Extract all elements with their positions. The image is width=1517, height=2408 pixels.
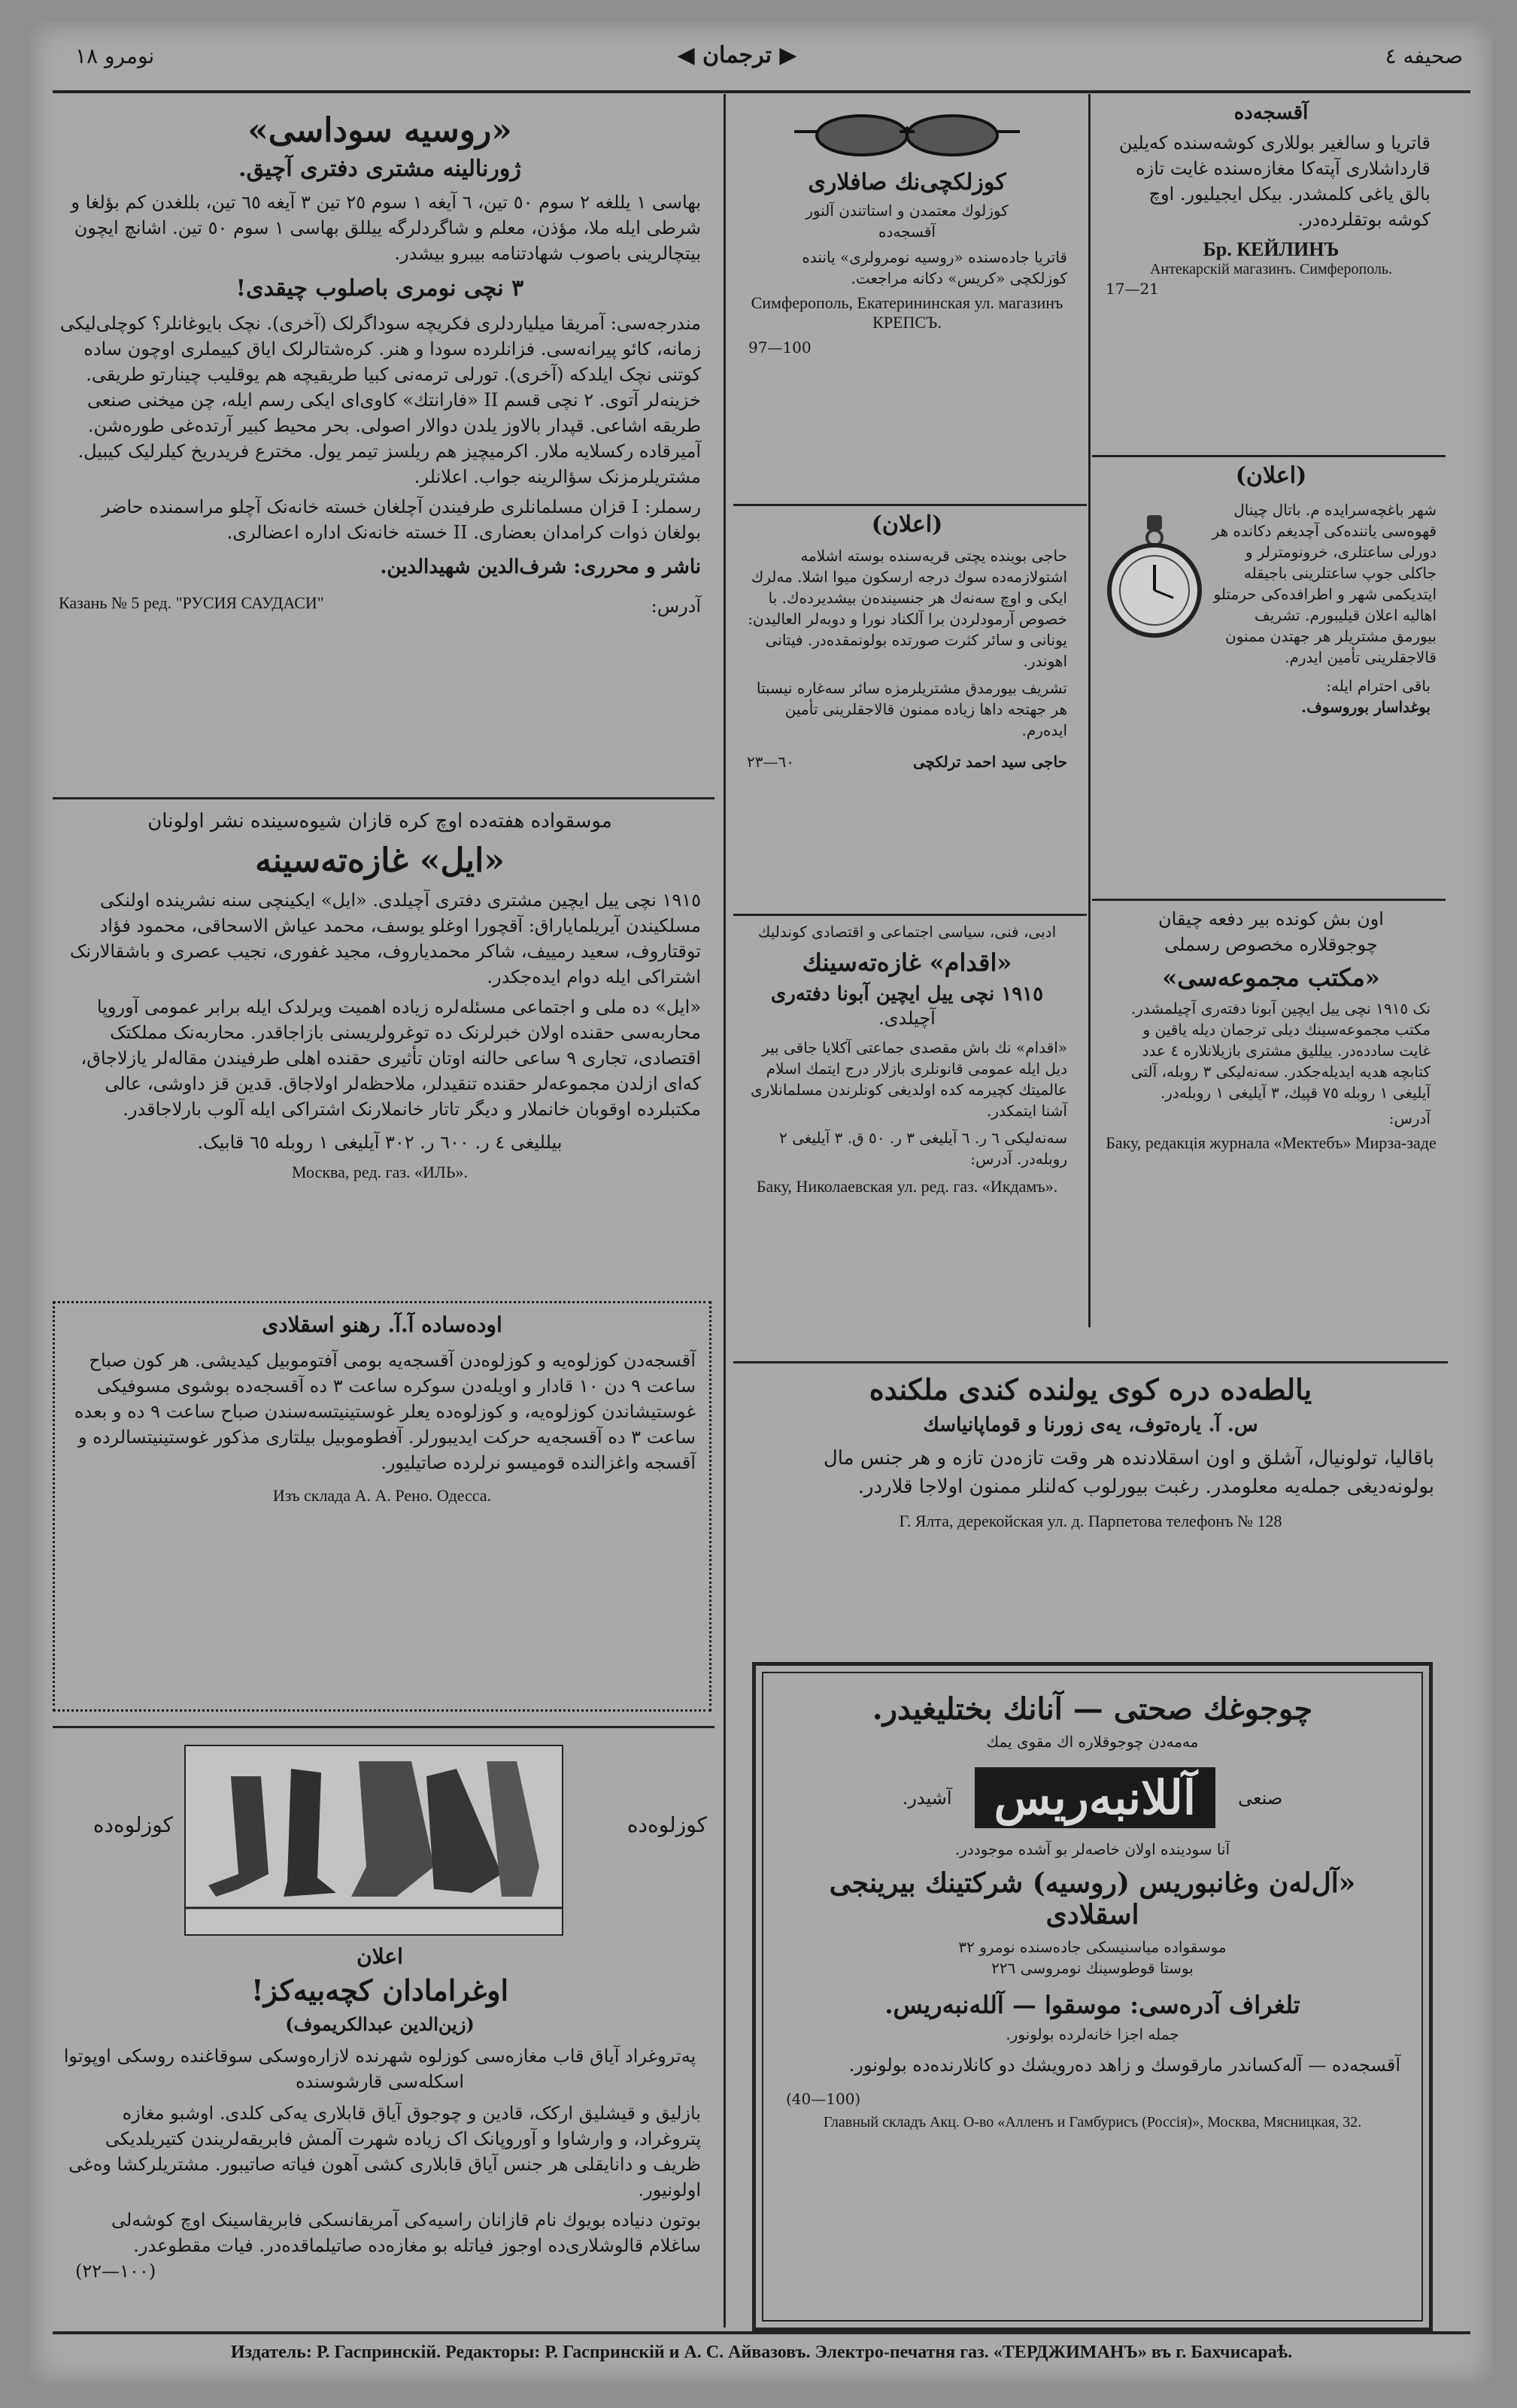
- spectacles-address: Симферополь, Екатерининская ул. магазинъ КРЕПСЪ.: [751, 293, 1063, 332]
- kozleve-name: (زین‌الدین عبدالکریموف): [285, 2013, 475, 2035]
- allenburys-product-left: آشیدر.: [902, 1787, 952, 1809]
- shoes-illustration: [184, 1745, 563, 1936]
- keilin-ad: [1098, 102, 1444, 299]
- il-intro: موسقواده هفته‌ده اوچ کره قازان شیوه‌سینده نشر اولونان: [147, 810, 612, 832]
- iqdam-opened: آچیلدی.: [878, 1008, 936, 1029]
- automobile-footer: Изъ склада А. А. Рено. Одесса.: [272, 1486, 492, 1505]
- mektep-address: Баку, редакція журнала «Мектебъ» Мирза-заде: [1106, 1133, 1437, 1152]
- kozleve-location: په‌تروغراد آیاق قاب مغازه‌سی کوزلوه شهرنده لازاره‌وسکی سوقاغنده روسکی اوپوتوا اسکله‌سی قارشوسنده: [63, 2046, 696, 2092]
- newspaper-page: [30, 23, 1493, 2384]
- russia-sudasi-address: Казань № 5 ред. "РУСИЯ САУДАСИ": [59, 593, 324, 612]
- masthead-title: ◀ ترجمان ▶: [677, 42, 797, 68]
- haji-elan-ad: [733, 511, 1081, 772]
- watch-elan-label: (اعلان): [1235, 462, 1307, 489]
- automobile-body: آقسجه‌دن کوزلوه‌یه و کوزلوه‌دن آقسجه‌یه بومی آفتوموبیل کیدیشی. هر کون صباح ساعت ٩ دن ١٠ قادار و اویله‌دن سوکره ساعت ٣ ده آقسجه‌ده بوشوی مسوفیکی غوستیشاندن کوزلوه‌یه، و کوزلوه‌ده یعلر غوستینیتسه‌سندن صباح ساعت ٩ ده و بعده ساعت ٣ ده آقسجه‌یه حرکت ایدیبورلر. آفطوموبیل بیلتاری مذکور غوستینیتسالرده و آقسجه واغزالنده قومیسو نرلرده صاتیلیور.: [74, 1350, 696, 1473]
- iqdam-ad: [733, 921, 1081, 1196]
- spectacles-subtitle: کوزلوك معتمدن و استاتندن آلنور: [806, 202, 1009, 220]
- footer-imprint: Издатель: Р. Гаспринскій. Редакторы: Р. Гаспринскій и А. С. Айвазовъ. Электро-печатня газ. «ТЕРДЖИМАНЪ» въ г. Бахчисараѣ.: [230, 2343, 1293, 2362]
- yalta-body: باقالیا، تولونیال، آشلق و اون اسقلادنده هر وقت تازه‌دن تازه و هر جنس مال بولونه‌دیغی جمله‌یه معلومدر. رغبت بیورلوب که‌لنلر ممنون اولاجا قلاردر.: [823, 1447, 1434, 1498]
- il-gazette-ad: [45, 808, 715, 1182]
- russia-sudasi-pictures: رسملر: I قزان مسلمانلری طرفیندن آچلغان خسته خانه‌نک آچلو مراسمنده حاضر بولغان ذوات کرامدان بعضاری. II خسته خانه‌نک اداره اعضالری.: [101, 496, 701, 543]
- kozleve-side-right: کوزلوه‌ده: [627, 1812, 707, 1837]
- automobile-title: اوده‌ساده آ.آ. رهنو اسقلادی: [262, 1312, 502, 1337]
- iqdam-price: سه‌نه‌لیکی ٦ ر. ٦ آیلیغی ٣ ر. ٥٠ ق. ٣ آیلیغی ٢ روبله‌در. آدرس:: [779, 1129, 1067, 1168]
- il-title: «ایل» غازه‌ته‌سینه: [255, 842, 505, 880]
- rule-right-1: [1092, 455, 1446, 457]
- rule-1: [53, 797, 715, 799]
- mektep-body: نک ١٩١٥ نچی ییل ایچین آبونا دفته‌ری آچیلمشدر. مکتب مجموعه‌سینك دیلی ترجمان دیله یاقین و غایت سادده‌در. ییللیق مشتری بازیلانلاره ٤ عدد کتابچه هدیه ایدیله‌جکدر. سه‌نه‌لیکی ٣ روبله، آلتی آیلیغی ١ روبله ٧٥ قپیك، ٣ آیلیغی ١ روبله‌در.: [1130, 999, 1431, 1102]
- allenburys-postbox: بوستا قوطوسینك نومروسی ٢٢٦: [991, 1959, 1194, 1977]
- il-body2: «ایل» ده ملی و اجتماعی مسئله‌لره زیاده اهمیت ویرلدک ایله برابر عمومی آوروپا محاربه‌سی حقنده اولان خبرلرنک ده توغرولریسنی بازاجاقدر. محاربه‌نک مملکتک اقتصادی، تجاری ٩ ساعی حالنه‌ اوتان تأثیری حقنده اهلی طرفیندن مقاله‌لر یازلاجاق، که‌ای ازلدن مجموعه‌لر حقنده تنقیدلر، ملاحظه‌لر اولاجاق. قدین قز داوشی، عالی مکتبلرده اوقوبان خانملار و دیگر تاتار خانملارنک اشتراکی ایله آلوب بارلاجاقدر.: [80, 996, 701, 1120]
- haji-elan-label: (اعلان): [871, 511, 943, 538]
- russia-sudasi-publisher: ناشر و محرری: شرف‌الدین شهیدالدین.: [380, 556, 701, 578]
- page-number: صحیفه ٤: [1385, 44, 1463, 68]
- kozleve-headline: اوغرامادان کچه‌بیه‌کز!: [251, 1973, 508, 2007]
- keilin-address: Антекарскій магазинъ. Симферополь.: [1149, 261, 1393, 277]
- header-rule: [53, 90, 1470, 93]
- haji-elan-code: ٦٠—٢٣: [747, 753, 794, 771]
- kozleve-code: (١٠٠—٢٢): [75, 2261, 156, 2282]
- allenburys-company: «آل‌له‌ن وغانبوریس (روسیه) شرکتینك بیرینجی اسقلادی: [829, 1867, 1356, 1930]
- allenburys-headline: چوجوغك صحتی — آنانك بختلیغیدر.: [872, 1691, 1313, 1727]
- il-price: بیللیغی ٤ ر. ٦٠٠ ر. ٣٠٢ آیلیغی ١ روبله ٦٥ قابیک.: [197, 1132, 563, 1153]
- iqdam-year: ١٩١٥ نچی ییل ایچین آبونا دفته‌ری: [770, 983, 1044, 1005]
- allenburys-product-right: صنعی: [1238, 1787, 1283, 1809]
- spectacles-body: قاتریا جاده‌سنده «روسیه نومرولری» یاننده کوزلکچی «کریس» دکانه مراجعت.: [802, 248, 1067, 287]
- kozleve-body2: بوتون دنیاده بویوك نام قازانان راسیه‌کی آمریقانسکی فابریقاسینک اوچ کوشه‌لی ساغلام قالوشلاری‌ده اوجوز فیاتله بو مغازه‌ده صاتیلماقده‌در. فیات مقطوعدر.: [111, 2209, 701, 2256]
- column-rule-main: [724, 94, 726, 2328]
- kozleve-side-left: کوزلوه‌ده: [93, 1812, 173, 1837]
- watch-elan-closing: باقی احترام ایله:: [1326, 677, 1431, 695]
- il-body1: ١٩١٥ نچی ییل ایچین مشتری دفتری آچیلدی. «ایل» ایکینچی سنه نشرینده اولنکی مسلکیندن آیریلمایاراق: آقچورا اوغلو یوسف، محمد عیاش الاسحاقی، محمود فؤاد توقتاروف، سعید رمییف، شاکر محمدیاروف، مجید غفوری، نجیب عصری و باشقالارنک اشتراکی ایله دوام ایده‌جکدر.: [69, 890, 701, 987]
- rule-mid-1: [733, 504, 1087, 506]
- kozleve-shoe-ad: [45, 1944, 715, 2284]
- allenburys-code: (40—100): [786, 2090, 861, 2108]
- keilin-signature: Бр. КЕЙЛИНЪ: [1203, 238, 1340, 260]
- mektep-ad: [1098, 906, 1444, 1153]
- yalta-ad: [733, 1372, 1448, 1531]
- keilin-code: 17—21: [1106, 280, 1159, 298]
- spectacles-icon: [794, 109, 1020, 162]
- haji-elan-body: حاجی بوینده یچتی قریه‌سنده بوسته اشلامه اشتولازمه‌ده سوك درجه ارسکون میوا اشلا. مه‌لرك ایکی و اوچ سه‌نه‌ك هر جنسینده‌ن بیشدیرده‌ك. با خصوص آرمودلردن برا آلکناد نورا و دوبه‌لر العالیدن: یونانی و سائر کثرت صورتده بولونمقده‌در. فیتانی اهوندر.: [748, 547, 1067, 670]
- allenburys-akmesjid: آقسجه‌ده — آله‌کساندر مارقوسك و زاهد دەرویشك دو کانلارنده‌ده بولونور.: [848, 2055, 1400, 2076]
- allenburys-logo: آللانبه‌ریس: [975, 1767, 1216, 1828]
- mektep-title: «مکتب مجموعه‌سی»: [1162, 963, 1380, 992]
- allenburys-street: موسقواده میاسنیسکی جاده‌سنده نومرو ٣٢: [958, 1938, 1227, 1956]
- mektep-intro1: اون بش کونده بیر دفعه چیقان: [1158, 908, 1384, 930]
- allenburys-telegraph: تلغراف آدره‌سی: موسقوا — آلله‌نبه‌ریس.: [884, 1991, 1300, 2019]
- il-address: Москва, ред. газ. «ИЛЬ».: [292, 1163, 468, 1181]
- column-rule-right: [1088, 94, 1091, 1327]
- issue-number: نومرو ١٨: [75, 44, 155, 68]
- yalta-subtitle: س. آ. یاره‌توف، یه‌ی زورنا و قوماپانیاسك: [923, 1414, 1258, 1436]
- russia-sudasi-title: «روسیه سوداسی»: [247, 111, 512, 150]
- rule-right-2: [1092, 899, 1446, 901]
- iqdam-body: «اقدام» نك باش مقصدی جماعتی آکلایا جاقی بیر دیل ایله عمومی قانونلری بازلار درج ایتمك اسلام عالمیتك کچیرمه کده اولدیغی کونلرندن مسلمانلاری آشنا ایتمکدر.: [751, 1039, 1067, 1120]
- kozleve-label: اعلان: [356, 1944, 403, 1969]
- iqdam-address: Баку, Николаевская ул. ред. газ. «Икдамъ».: [756, 1177, 1058, 1196]
- russia-sudasi-ad: [45, 98, 715, 619]
- russia-sudasi-price: بهاسی ١ یللغه ٢ سوم ٥٠ تین، ٦ آیغه ١ سوم ٢٥ تین ٣ آیغه ٦٥ تین، بللغدن کم بؤلغا و شرطی ایله ملا، مؤذن، معلم و شاگردلرگه ییللق بهاسی ١ سوم ٥٠ تین. اشانچ ایچون بیتچالرینی باصوب شهادتنامه بیبرو بیشدر.: [71, 192, 701, 264]
- allenburys-stock: جمله اجزا خانه‌لرده بولونور.: [1006, 2025, 1179, 2043]
- rule-mid-3: [733, 1361, 1448, 1363]
- pocket-watch-icon: [1106, 515, 1203, 643]
- keilin-city: آقسجه‌ده: [1233, 102, 1309, 124]
- haji-elan-signature: حاجی سید احمد ترلکچی: [913, 753, 1067, 771]
- watch-elan-signature: بوغداسار بوروسوف.: [1301, 698, 1431, 716]
- allenburys-note: آنا سودینده اولان خاصه‌لر بو آشده موجوددر.: [954, 1840, 1230, 1858]
- allenburys-subtitle: مه‌مه‌دن چوجوقلاره اك مقوی یمك: [986, 1733, 1199, 1751]
- rule-mid-2: [733, 914, 1087, 916]
- russia-sudasi-address-label: آدرس:: [651, 596, 701, 617]
- spectacles-city: آقسجه‌ده: [878, 223, 936, 241]
- mektep-address-label: آدرس:: [1388, 1109, 1431, 1127]
- russia-sudasi-contents: مندرجه‌سی: آمریقا میلیاردلری فکریچه سوداگرلک (آخری). نچک بایوغانلر؟ کوچلی‌لیکی زمانه، کائو پیرانه‌سی. فزانلرده سودا و هنر. کره‌شتالرلک ایاق کییملری اوچون ساده کوتنی نچک ایلدکه (آخری). تورلی ترمه‌نی کبیا طریقیچه هم یوقلیب چینارتو طریقی. خزینه‌لر آتوی. ٢ نچی قسم II «فارانتك» کاوی‌ای ایکی رسم ایله، چن میخنی صنعی طریقه اشاعی. قپدار بالاوز یلدن دوالار اصولی. بحر محیط کبیر آرتده‌غی طوره‌شن. آمیرقاده رکسلایه ملار. اکرمیچیز هم ریلسز تیمر یول. مخترع فریدریخ‌ کیلرلیک کیبیل. مشتریلرمزنک سؤالرینه جواب. اعلانلر.: [59, 313, 701, 487]
- rule-2: [53, 1726, 715, 1728]
- watch-elan-body: شهر باغچه‌سرایده م. باتال چینال قهوه‌سی یاننده‌کی آچدیغم دکانده هر دورلی ساعتلری، خرونومترلر و جاکلی جوپ ساعتلرینی باجیقله ایتدیکمی شهر و اطرافده‌کی حرمتلو اهالیه اعلان قیلیبورم. تشریف بیورمق مشتریلر هر جهتدن ممنون قالاجقلرینی تأمین ایدرم.: [1212, 501, 1437, 666]
- allenburys-ad: [752, 1662, 1433, 2331]
- iqdam-intro: ادبی، فنی، سیاسی اجتماعی و اقتصادی کوندلیك: [757, 923, 1057, 941]
- mektep-intro2: چوجوقلاره مخصوص رسملی: [1164, 934, 1378, 955]
- spectacles-ad: [733, 102, 1081, 358]
- iqdam-title: «اقدام» غازه‌ته‌سینك: [802, 948, 1012, 977]
- masthead-text: ترجمان: [702, 42, 772, 68]
- automobile-ad: [53, 1301, 711, 1712]
- russia-sudasi-subtitle: ژورنالینه مشتری دفتری آچیق.: [238, 156, 521, 182]
- allenburys-footer: Главный складъ Акц. О-во «Алленъ и Гамбурисъ (Россія)», Москва, Мясницкая, 32.: [823, 2114, 1362, 2131]
- yalta-title: یالطه‌ده دره کوی یولنده کندی ملکنده: [869, 1372, 1312, 1406]
- spectacles-title: کوزلکچی‌نك صافلاری: [808, 169, 1006, 196]
- yalta-address: Г. Ялта, дерекойская ул. д. Парпетова телефонъ № 128: [899, 1512, 1282, 1530]
- footer-rule: [53, 2331, 1470, 2334]
- keilin-body: قاتریا و سالغیر بوللاری کوشه‌سنده که‌یلین قارداشلاری آپته‌کا مغازه‌سنده غایت تازه بالق یاغی کلمشدر. بیکل ایجیلیور. اوچ کوشه بوتقلرده‌در.: [1118, 132, 1431, 230]
- kozleve-body: بازلیق و قیشلیق ارکک، قادین و چوجوق آیاق قابلاری یه‌کی کلدی. اوشبو مغازه پتروغراد، و وارشاوا و آوروپانک اک زیاده شهرت آلمش فابریقه‌لریندن کتیریلدیکی ظریف و دانایقلی هر جنس آیاق قابلاری کشی آهون فیاته صاتیبور. مشتریلرکشا وه‌غی اولونیور.: [68, 2103, 701, 2200]
- watch-elan-ad: [1098, 462, 1444, 899]
- russia-sudasi-notice: ٣ نچی نومری باصلوب چیقدی!: [235, 275, 524, 302]
- haji-elan-body2: تشریف بیورمدق مشتریلرمزه سائر سه‌غاره نیسبتا هر جهتجه داها زیاده ممنون قالاجقلرینی تأمین ایده‌رم.: [756, 679, 1067, 739]
- spectacles-code: 97—100: [748, 338, 812, 356]
